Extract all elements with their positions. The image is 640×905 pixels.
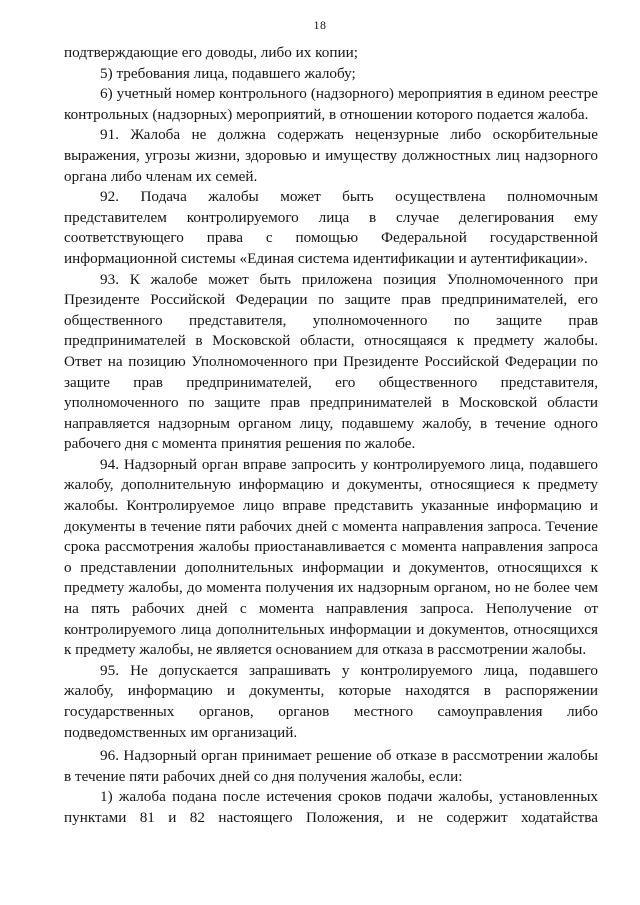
list-item-1: 1) жалоба подана после истечения сроков подачи жалобы, установленных пунктами 81 и 82 настоящего Положения, и не содержит ходатайства	[64, 788, 598, 826]
paragraph-95: 95. Не допускается запрашивать у контролируемого лица, подавшего жалобу, информацию и документы, которые находятся в распоряжении государственных органов, органов местного самоуправления либо подведомственных им организаций.	[64, 661, 598, 741]
paragraph-93: 93. К жалобе может быть приложена позиция Уполномоченного при Президенте Российской Федерации по защите прав предпринимателей, его общественного представителя, уполномоченного по защите прав предпринимателей в Московской области, относящаяся к предмету жалобы. Ответ на позицию Уполномоченного при Президенте Российской Федерации по защите прав предпринимателей, его общественного представителя, уполномоченного по защите прав предпринимателей в Московской области направляется надзорным органом лицу, подавшему жалобу, в течение одного рабочего дня с момента принятия решения по жалобе.	[64, 270, 598, 453]
paragraph-96: 96. Надзорный орган принимает решение об отказе в рассмотрении жалобы в течение пяти рабочих дней со дня получения жалобы, если:	[64, 747, 598, 785]
page-number: 18	[313, 18, 327, 32]
list-item-6: 6) учетный номер контрольного (надзорного) мероприятия в едином реестре контрольных (надзорных) мероприятий, в отношении которого подается жалоба.	[64, 85, 598, 123]
paragraph-92: 92. Подача жалобы может быть осуществлена полномочным представителем контролируемого лица в случае делегирования ему соответствующего права с помощью Федеральной государственной информационной системы «Единая система идентификации и аутентификации».	[64, 188, 598, 267]
paragraph-94: 94. Надзорный орган вправе запросить у контролируемого лица, подавшего жалобу, дополнительную информацию и документы, относящиеся к предмету жалобы. Контролируемое лицо вправе представить указанные информацию и документы в течение пяти рабочих дней с момента направления запроса. Течение срока рассмотрения жалобы приостанавливается с момента направления запроса о представлении дополнительных информации и документов, относящихся к предмету жалобы, до момента получения их надзорным органом, но не более чем на пять рабочих дней с момента направления запроса. Неполучение от контролируемого лица дополнительных информации и документов, относящихся к предмету жалобы, не является основанием для отказа в рассмотрении жалобы.	[64, 455, 598, 659]
paragraph-91: 91. Жалоба не должна содержать нецензурные либо оскорбительные выражения, угрозы жизни, здоровью и имуществу должностных лиц надзорного органа либо членам их семей.	[64, 126, 598, 185]
paragraph-continuation: подтверждающие его доводы, либо их копии;	[64, 44, 358, 61]
list-item-5: 5) требования лица, подавшего жалобу;	[100, 64, 356, 82]
document-body	[64, 43, 598, 829]
